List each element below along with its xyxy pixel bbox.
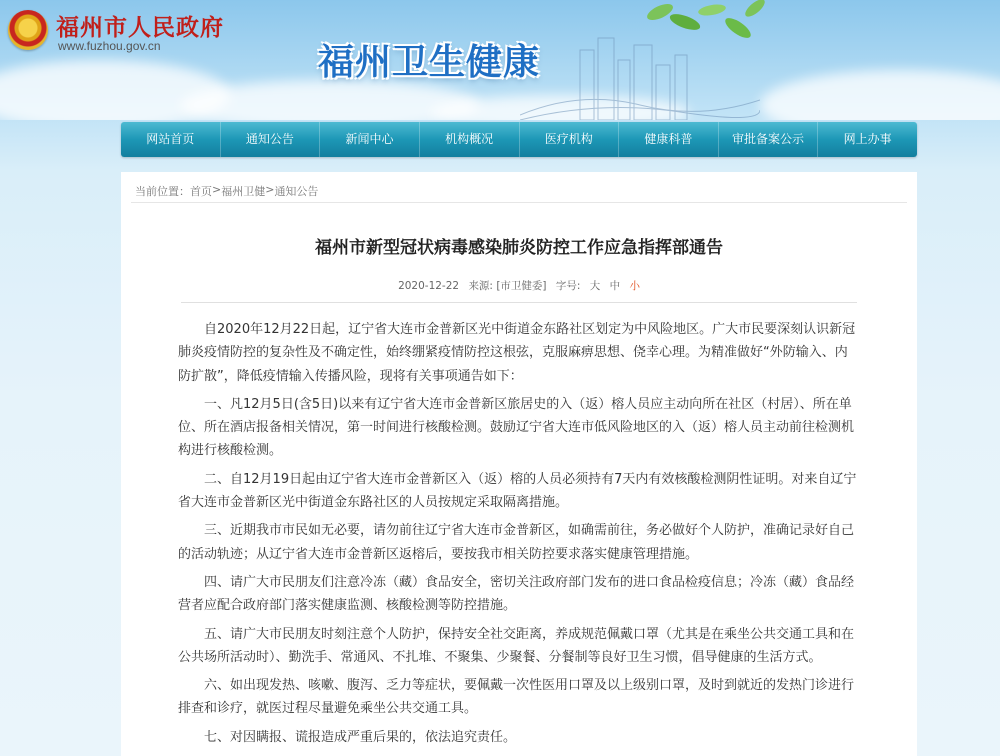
- national-emblem-icon[interactable]: [8, 10, 48, 50]
- nav-item-approval[interactable]: 审批备案公示: [719, 122, 819, 157]
- article-meta: [121, 278, 917, 293]
- nav-item-medical[interactable]: 医疗机构: [520, 122, 620, 157]
- breadcrumb-separator: >: [265, 183, 275, 196]
- breadcrumb-home[interactable]: 首页: [190, 185, 212, 198]
- article-paragraph: 一、凡12月5日(含5日)以来有辽宁省大连市金普新区旅居史的入（返）榕人员应主动向所在社区（村居）、所在单位、所在酒店报备相关情况，第一时间进行核酸检测。鼓励辽宁省大连市低风险地区的入（返）榕人员主动前往检测机构进行核酸检测。: [178, 396, 855, 459]
- article-title: 福州市新型冠状病毒感染肺炎防控工作应急指挥部通告: [315, 238, 723, 258]
- article-paragraph: 三、近期我市市民如无必要，请勿前往辽宁省大连市金普新区，如确需前往，务必做好个人防护，准确记录好自己的活动轨迹；从辽宁省大连市金普新区返榕后，要按我市相关防控要求落实健康管理措施。: [178, 523, 855, 562]
- article-paragraph: 六、如出现发热、咳嗽、腹泻、乏力等症状，要佩戴一次性医用口罩及以上级别口罩，及时到就近的发热门诊进行排查和诊疗，就医过程尽量避免乘坐公共交通工具。: [178, 678, 855, 717]
- article-paragraph: 五、请广大市民朋友时刻注意个人防护，保持安全社交距离，养成规范佩戴口罩（尤其是在乘坐公共交通工具和在公共场所活动时）、勤洗手、常通风、不扎堆、不聚集、少聚餐、分餐制等良好卫生习惯，倡导健康的生活方式。: [178, 626, 855, 665]
- article-paragraph: 七、对因瞒报、谎报造成严重后果的，依法追究责任。: [204, 729, 517, 745]
- nav-item-about[interactable]: 机构概况: [420, 122, 520, 157]
- cloud-decoration: [760, 70, 1000, 120]
- main-nav: [121, 122, 917, 157]
- breadcrumb-fzwj[interactable]: 福州卫健: [221, 185, 266, 198]
- breadcrumb-prefix: 当前位置：: [135, 185, 190, 198]
- divider: [131, 202, 907, 203]
- site-header: [0, 0, 1000, 120]
- gov-name[interactable]: 福州市人民政府: [56, 15, 224, 41]
- gov-url[interactable]: www.fuzhou.gov.cn: [58, 39, 161, 53]
- breadcrumb: [135, 183, 318, 199]
- breadcrumb-separator: >: [212, 183, 222, 196]
- article-paragraph: 二、自12月19日起由辽宁省大连市金普新区入（返）榕的人员必须持有7天内有效核酸检测阴性证明。对来自辽宁省大连市金普新区光中街道金东路社区的人员按规定采取隔离措施。: [178, 471, 857, 511]
- article-date: 2020-12-22: [398, 280, 460, 292]
- font-size-small-button[interactable]: 小: [629, 280, 640, 292]
- divider: [181, 302, 857, 303]
- article-paragraph: 自2020年12月22日起，辽宁省大连市金普新区光中街道金东路社区划定为中风险地区。广大市民要深刻认识新冠肺炎疫情防控的复杂性及不确定性，始终绷紧疫情防控这根弦，克服麻痹思想、侥幸心理。为精准做好“外防输入、内防扩散”，降低疫情输入传播风险，现将有关事项通告如下：: [178, 322, 856, 384]
- font-size-medium-button[interactable]: 中: [609, 280, 621, 292]
- breadcrumb-notices[interactable]: 通知公告: [274, 185, 319, 198]
- nav-item-online-service[interactable]: 网上办事: [843, 132, 892, 146]
- font-size-label: 字号:: [555, 280, 581, 292]
- article-source: 来源: [市卫健委]: [468, 280, 547, 292]
- content-panel: [121, 172, 917, 756]
- article-paragraph: 四、请广大市民朋友们注意冷冻（藏）食品安全，密切关注政府部门发布的进口食品检疫信息；冷冻（藏）食品经营者应配合政府部门落实健康监测、核酸检测等防控措施。: [178, 574, 855, 614]
- leaves-decoration: [640, 0, 770, 60]
- font-size-large-button[interactable]: 大: [589, 280, 601, 292]
- nav-item-health[interactable]: 健康科普: [619, 122, 719, 157]
- article-body: [178, 318, 860, 754]
- nav-item-news[interactable]: 新闻中心: [320, 122, 420, 157]
- nav-item-notices[interactable]: 通知公告: [221, 122, 321, 157]
- nav-item-home[interactable]: 网站首页: [121, 122, 221, 157]
- site-title: 福州卫生健康: [318, 42, 541, 83]
